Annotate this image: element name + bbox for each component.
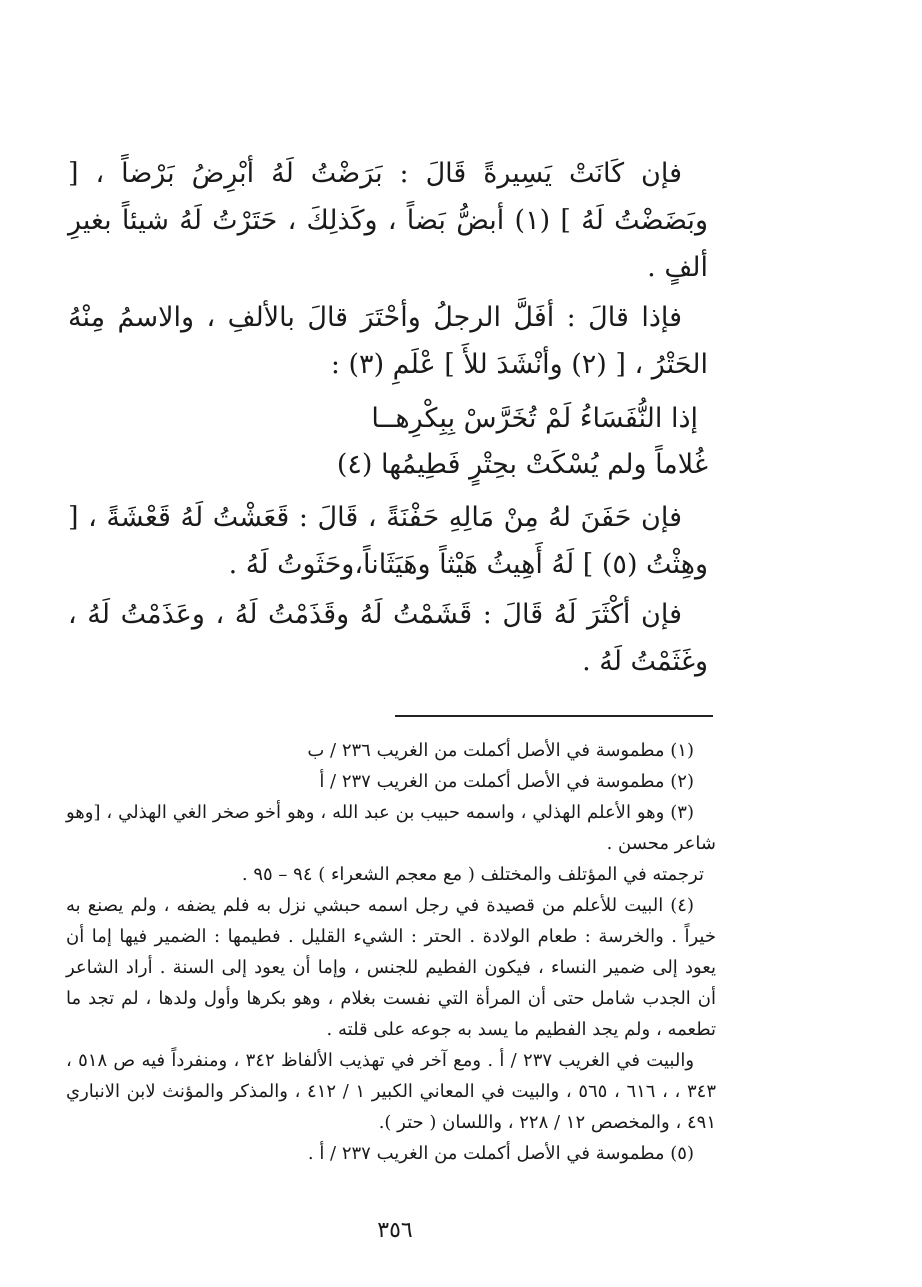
paragraph-1: فإن كَانَتْ يَسِيرةً قَالَ : بَرَضْتُ لَهُ أبْرِضُ بَرْضاً ، [ وبَضَضْتُ لَهُ ] (١) أبضُّ بَضاً ، وكَذلِكَ ، حَتَرْتُ لَهُ شيئاً بغيرِ ألفٍ . [68,158,708,283]
page-number: ٣٥٦ [377,1218,413,1243]
footnote-1: (١) مطموسة في الأصل أكملت من الغريب ٢٣٦ / ب [307,740,694,761]
footnote-3-continued: ترجمته في المؤتلف والمختلف ( مع معجم الشعراء ) ٩٤ – ٩٥ . [241,864,704,885]
paragraph-3: فإن حَفَنَ لهُ مِنْ مَالِهِ حَفْنَةً ، قَالَ : قَعَشْتُ لَهُ قَعْشَةً ، [ وهِثْتُ (٥) ] لَهُ أَهِيثُ هَيْثاً وهَيَثَاناً،وحَثَوتُ لَهُ . [68,502,708,580]
footnote-4-continued: والبيت في الغريب ٢٣٧ / أ . ومع آخر في تهذيب الألفاظ ٣٤٢ ، ومنفرداً فيه ص ٥١٨ ، ٣٤٣ ، ، ٦١٦ ، ٥٦٥ ، والبيت في المعاني الكبير ١ / ٤١٢ ، والمذكر والمؤنث لابن الانباري ٤٩١ ، والمخصص ١٢ / ٢٢٨ ، واللسان ( حتر ). [66,1050,716,1133]
poem-line-1: إذا النُّفَسَاءُ لَمْ تُخَرَّسْ بِبِكْرِهــا [371,403,698,434]
footnote-separator [395,715,713,717]
footnote-5: (٥) مطموسة في الأصل أكملت من الغريب ٢٣٧ / أ . [307,1143,694,1164]
paragraph-2: فإذا قالَ : أفَلَّ الرجلُ وأحْتَرَ قالَ بالألفِ ، والاسمُ مِنْهُ الحَتْرُ ، [ (٢) وأنْشَدَ للأَ ] عْلَمِ (٣) : [68,302,708,380]
footnotes [66,735,716,1169]
paragraph-4: فإن أكْثَرَ لَهُ قَالَ : قَشَمْتُ لَهُ وقَذَمْتُ لَهُ ، وعَذَمْتُ لَهُ ، وغَثَمْتُ لَهُ . [68,599,708,677]
main-text [68,150,708,688]
footnote-4: (٤) البيت للأعلم من قصيدة في رجل اسمه حبشي نزل به فلم يضفه ، ولم يصنع به خيراً . والخرسة : طعام الولادة . الحتر : الشيء القليل . فطيمها : الضمير فيها إما أن يعود إلى ضمير النساء ، فيكون الفطيم للجنس ، وإما أن يعود إلى السنة . أراد الشاعر أن الجدب شامل حتى أن المرأة التي نفست بغلام ، وهو بكرها وأول ولدها ، لم تجد ما تطعمه ، ولم يجد الفطيم ما يسد به جوعه على قلته . [66,895,716,1040]
poem-line-2: غُلاماً ولم يُسْكَتْ بحِتْرٍ فَطِيمُها (٤) [336,449,708,480]
poem-verse [68,396,708,488]
footnote-3: (٣) وهو الأعلم الهذلي ، واسمه حبيب بن عبد الله ، وهو أخو صخر الغي الهذلي ، [وهو شاعر محسن . [66,802,716,854]
footnote-2: (٢) مطموسة في الأصل أكملت من الغريب ٢٣٧ / أ [319,771,694,792]
